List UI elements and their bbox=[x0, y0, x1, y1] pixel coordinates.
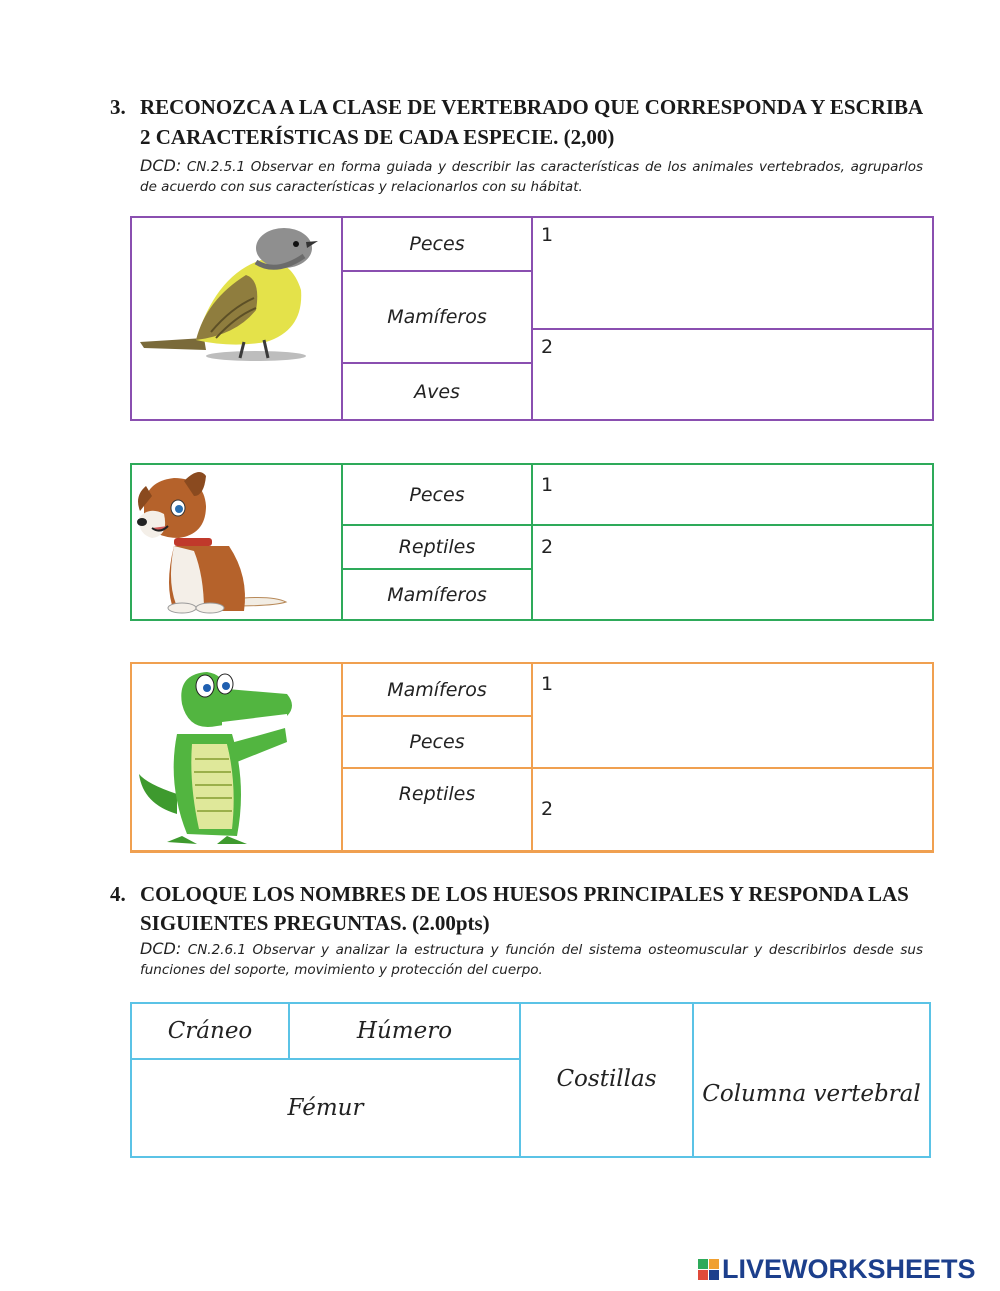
option-mamiferos[interactable]: Mamíferos bbox=[387, 678, 487, 701]
question-3-number: 3. bbox=[110, 95, 126, 119]
dcd-lead: DCD: bbox=[140, 156, 182, 175]
answer-label-1: 1 bbox=[541, 673, 554, 695]
question-3-dcd bbox=[140, 156, 923, 197]
dcd-text: CN.2.6.1 Observar y analizar la estructura y función del sistema osteomuscular y describirlos desde sus funciones del soporte, movimiento y protección del cuerpo. bbox=[140, 942, 923, 978]
question-4-dcd bbox=[140, 939, 923, 980]
bone-label-humero[interactable]: Húmero bbox=[356, 1018, 453, 1044]
dcd-lead: DCD: bbox=[140, 939, 182, 958]
answer-label-2: 2 bbox=[541, 336, 554, 358]
bird-illustration bbox=[136, 220, 336, 365]
liveworksheets-logo bbox=[698, 1254, 976, 1285]
question-3-title-line1: RECONOZCA A LA CLASE DE VERTEBRADO QUE CORRESPONDA Y ESCRIBA bbox=[140, 95, 924, 119]
bone-label-costillas[interactable]: Costillas bbox=[556, 1066, 657, 1092]
option-aves[interactable]: Aves bbox=[414, 380, 460, 403]
question-4-title-line2: SIGUIENTES PREGUNTAS. (2.00pts) bbox=[140, 911, 490, 935]
answer-label-1: 1 bbox=[541, 474, 554, 496]
bone-label-femur[interactable]: Fémur bbox=[287, 1095, 364, 1121]
crocodile-illustration bbox=[137, 664, 297, 848]
dcd-text: CN.2.5.1 Observar en forma guiada y describir las características de los animales vertebrados, agruparlos de acuerdo con sus características y relacionarlos con su hábitat. bbox=[140, 159, 923, 195]
option-peces[interactable]: Peces bbox=[409, 233, 465, 255]
option-peces[interactable]: Peces bbox=[409, 731, 465, 753]
answer-label-1: 1 bbox=[541, 224, 554, 246]
logo-mark-icon bbox=[698, 1259, 719, 1280]
option-mamiferos[interactable]: Mamíferos bbox=[387, 583, 487, 606]
option-reptiles[interactable]: Reptiles bbox=[398, 536, 476, 558]
dog-illustration bbox=[134, 466, 294, 616]
question-4-number: 4. bbox=[110, 882, 126, 906]
question-3-title-line2: 2 CARACTERÍSTICAS DE CADA ESPECIE. (2,00) bbox=[140, 125, 615, 149]
answer-label-2: 2 bbox=[541, 798, 554, 820]
option-peces[interactable]: Peces bbox=[409, 483, 465, 506]
answer-label-2: 2 bbox=[541, 536, 554, 558]
option-mamiferos[interactable]: Mamíferos bbox=[387, 306, 487, 328]
option-reptiles[interactable]: Reptiles bbox=[398, 783, 476, 805]
bone-label-columna-vertebral[interactable]: Columna vertebral bbox=[702, 1081, 921, 1107]
question-4-title-line1: COLOQUE LOS NOMBRES DE LOS HUESOS PRINCIPALES Y RESPONDA LAS bbox=[140, 882, 909, 906]
bone-label-craneo[interactable]: Cráneo bbox=[167, 1018, 253, 1044]
logo-text: LIVEWORKSHEETS bbox=[722, 1254, 976, 1284]
